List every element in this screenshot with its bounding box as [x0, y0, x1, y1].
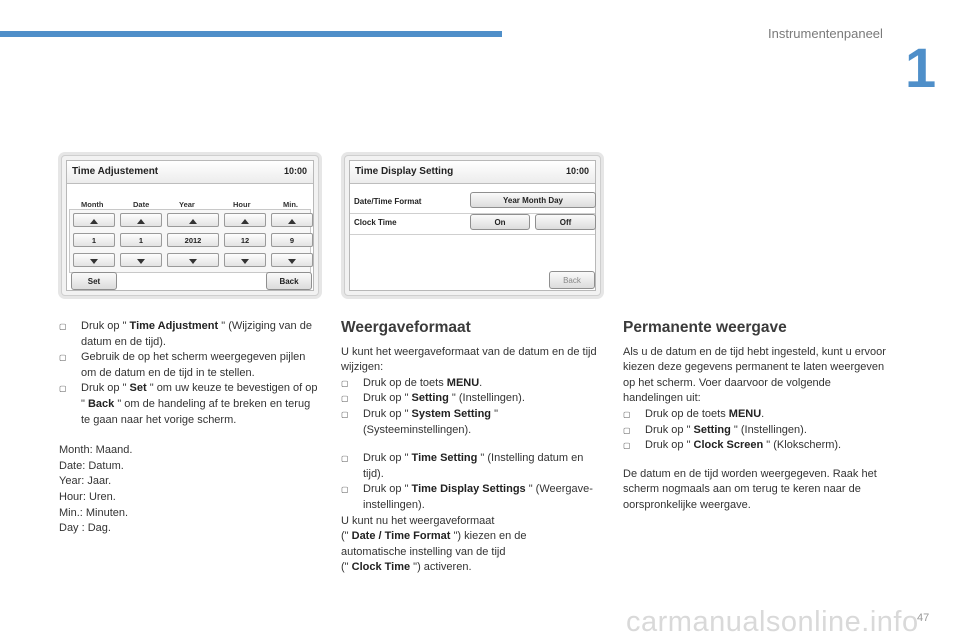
hour-value: 12 [224, 233, 266, 247]
hour-down-button[interactable] [224, 253, 266, 267]
step-item: ▢ Druk op de toets MENU. [341, 376, 603, 392]
checkbox-bullet-icon: ▢ [59, 384, 67, 394]
month-up-button[interactable] [73, 213, 115, 227]
legend-line: Month: Maand. [59, 444, 133, 457]
arrow-down-icon [288, 259, 296, 264]
arrow-up-icon [288, 219, 296, 224]
clock-time-label: Clock Time [354, 218, 397, 227]
screen-title: Time Adjustement [72, 166, 159, 177]
month-down-button[interactable] [73, 253, 115, 267]
legend-line: Date: Datum. [59, 459, 124, 472]
arrow-up-icon [189, 219, 197, 224]
legend-line: Hour: Uren. [59, 490, 116, 503]
outro-text: De datum en de tijd worden weergegeven. Raak het scherm nogmaals aan om terug te keren naar de oorspronkelijke weergave. [623, 467, 877, 511]
section-heading: Permanente weergave [623, 319, 787, 336]
checkbox-bullet-icon: ▢ [59, 353, 67, 363]
legend-line: Year: Jaar. [59, 475, 112, 488]
column-year: Year [179, 200, 195, 209]
min-down-button[interactable] [271, 253, 313, 267]
checkbox-bullet-icon: ▢ [59, 322, 67, 331]
column-month: Month [81, 200, 104, 209]
off-button[interactable]: Off [535, 214, 596, 230]
step-item: ▢ Druk op " Set " om uw keuze te bevestigen of op " Back " om de handeling af te breken en terug te gaan naar het vorige scherm. [59, 382, 318, 426]
step-item: ▢ Druk op " Time Display Settings " (Weergave-instellingen). [341, 483, 593, 511]
time-display-setting-screenshot [344, 155, 601, 296]
instructions-column-1 [59, 319, 321, 537]
date-time-format-label: Date/Time Format [354, 197, 422, 206]
arrow-up-icon [137, 219, 145, 224]
checkbox-bullet-icon: ▢ [341, 485, 349, 495]
step-item: ▢ Druk op " Clock Screen " (Klokscherm). [623, 438, 889, 454]
arrow-down-icon [137, 259, 145, 264]
legend-line: Day : Dag. [59, 522, 111, 535]
screen-clock: 10:00 [565, 166, 589, 176]
outro-line: U kunt nu het weergaveformaat [341, 514, 495, 527]
date-down-button[interactable] [120, 253, 162, 267]
checkbox-bullet-icon: ▢ [341, 394, 349, 404]
year-month-day-button[interactable]: Year Month Day [470, 192, 596, 208]
time-adjustment-screenshot [61, 155, 319, 296]
min-up-button[interactable] [271, 213, 313, 227]
on-button[interactable]: On [470, 214, 530, 230]
arrow-down-icon [90, 259, 98, 264]
arrow-down-icon [189, 259, 197, 264]
year-down-button[interactable] [167, 253, 219, 267]
screen-clock: 10:00 [283, 166, 307, 176]
arrow-up-icon [241, 219, 249, 224]
hour-up-button[interactable] [224, 213, 266, 227]
outro-line: automatische instelling van de tijd [341, 545, 506, 558]
header-accent-bar [0, 31, 502, 37]
checkbox-bullet-icon: ▢ [341, 378, 349, 388]
date-value: 1 [120, 233, 162, 247]
screen-header [350, 161, 595, 184]
checkbox-bullet-icon: ▢ [341, 454, 349, 464]
min-value: 9 [271, 233, 313, 247]
step-item: ▢ Druk op de toets MENU. [623, 407, 889, 423]
column-date: Date [133, 200, 150, 209]
instructions-column-2 [341, 320, 603, 576]
arrow-down-icon [241, 259, 249, 264]
step-item: ▢ Druk op " Time Adjustment " (Wijziging van de datum en de tijd). [59, 320, 312, 348]
back-button[interactable]: Back [549, 271, 595, 289]
back-button[interactable]: Back [266, 272, 312, 290]
outro-line: (" Date / Time Format ") kiezen en de [341, 530, 527, 543]
watermark: carmanualsonline.info [626, 606, 919, 638]
outro-line: (" Clock Time ") activeren. [341, 561, 472, 574]
section-heading: Weergaveformaat [341, 319, 471, 336]
screen-title: Time Display Setting [355, 166, 454, 177]
column-hour: Hour [233, 200, 251, 209]
intro-text: Als u de datum en de tijd hebt ingesteld, kunt u ervoor kiezen deze gegevens permanent te laten weergeven op het scherm. Voer daarvoor de volgende handelingen uit: [623, 345, 886, 405]
date-up-button[interactable] [120, 213, 162, 227]
row-divider [350, 234, 595, 235]
year-up-button[interactable] [167, 213, 219, 227]
step-item: ▢ Druk op " Setting " (Instellingen). [341, 391, 603, 407]
intro-text: U kunt het weergaveformaat van de datum en de tijd wijzigen: [341, 345, 597, 374]
checkbox-bullet-icon: ▢ [623, 425, 631, 435]
step-item: ▢ Druk op " Time Setting " (Instelling datum en tijd). [341, 452, 584, 480]
set-button[interactable]: Set [71, 272, 117, 290]
column-min: Min. [283, 200, 298, 209]
month-value: 1 [73, 233, 115, 247]
checkbox-bullet-icon: ▢ [623, 441, 631, 451]
step-item: ▢ Druk op " Setting " (Instellingen). [623, 423, 889, 439]
year-value: 2012 [167, 233, 219, 247]
arrow-up-icon [90, 219, 98, 224]
chapter-number: 1 [905, 36, 937, 99]
screen-header [67, 161, 313, 184]
legend-line: Min.: Minuten. [59, 506, 129, 519]
instructions-column-3 [623, 320, 889, 514]
checkbox-bullet-icon: ▢ [623, 409, 631, 419]
page-number: 47 [917, 612, 930, 624]
section-title: Instrumentenpaneel [768, 26, 883, 41]
value-grid [69, 209, 311, 273]
step-item: ▢ Druk op " System Setting " (Systeeminstellingen). [341, 407, 498, 436]
step-item: ▢ Gebruik de op het scherm weergegeven pijlen om de datum en de tijd in te stellen. [59, 351, 306, 379]
checkbox-bullet-icon: ▢ [341, 409, 349, 419]
